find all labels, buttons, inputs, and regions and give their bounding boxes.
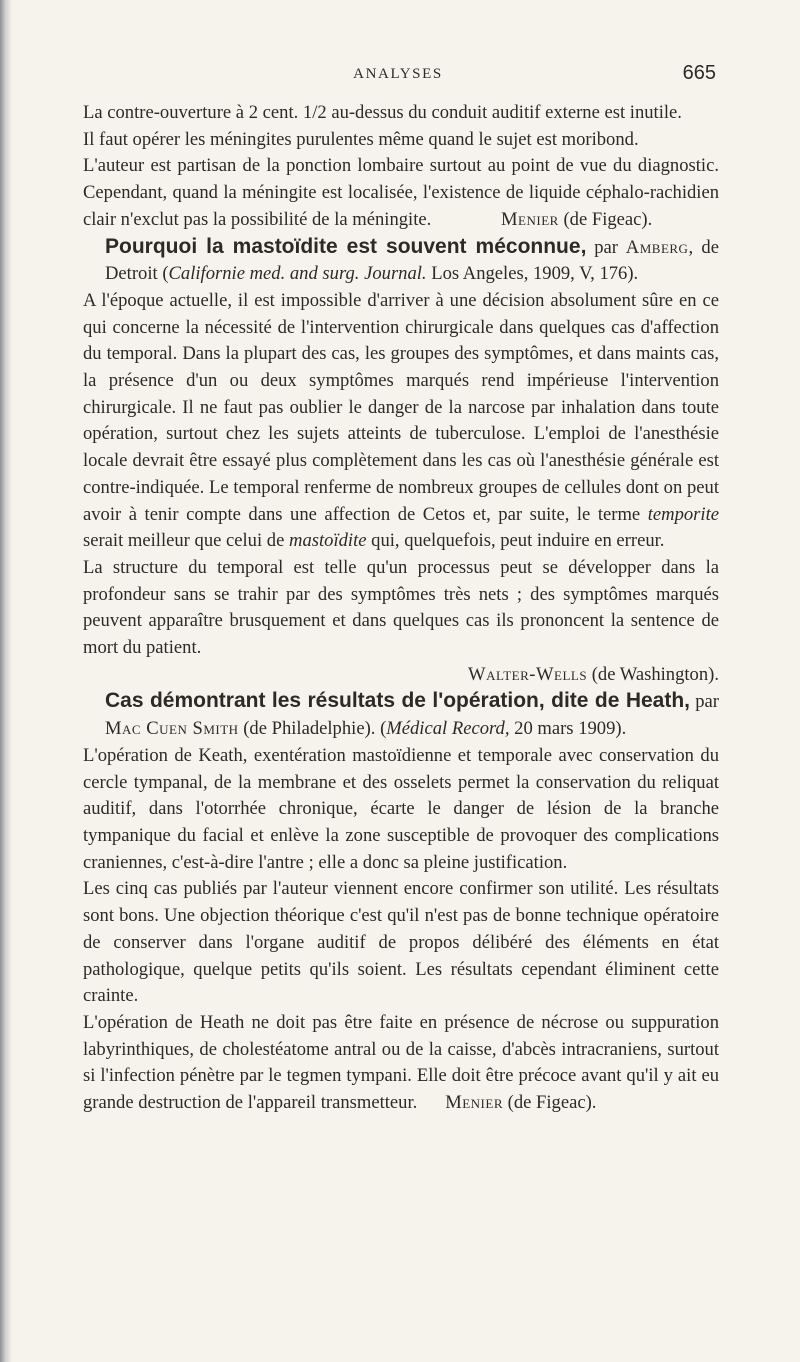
source-prefix: de Detroit ( [105,236,719,285]
article-heading [83,688,719,742]
signature-place: (de Washington). [591,663,719,685]
signature-place: (de Figeac). [563,208,653,230]
paragraph [83,1010,719,1117]
running-head-title: ANALYSES [353,66,443,82]
byline-par: par [594,236,618,258]
signature-place: (de Figeac). [507,1092,597,1114]
source-prefix: (de Philadelphie). ( [243,718,387,740]
article-title: Cas démontrant les résultats de l'opération, dite de Heath, [105,689,690,713]
paragraph: La contre-ouverture à 2 cent. 1/2 au-dessus du conduit auditif externe est inutile. [83,102,682,123]
paragraph-text: L'auteur est partisan de la ponction lombaire surtout au point de vue du diagnostic. Cependant, quand la méningite est localisée, l'existence de liquide céphalo-rachidien clair n'exclut pas la possibilité de la méningite. [83,155,719,230]
article-author: Mac Cuen Smith [105,718,239,740]
journal-name: Médical Record, [386,718,510,740]
article-body [83,100,719,1117]
italic-term: mastoïdite [289,530,367,552]
signature-name: Menier [501,208,559,230]
signature-name: Walter-Wells [468,663,588,685]
article-heading [83,234,719,288]
article-title: Pourquoi la mastoïdite est souvent méconnue, [105,234,587,258]
source-suffix: Los Angeles, 1909, V, 176). [431,263,639,285]
source-suffix: 20 mars 1909). [514,718,627,740]
paragraph: La structure du temporal est telle qu'un processus peut se développer dans la profondeur sans se trahir par des symptômes très nets ; des symptômes marqués peuvent apparaître brusquement et dans quelques cas ils prononcent la sentence de mort du patient. [83,556,719,659]
article-author: Amberg, [625,236,694,258]
paragraph: Il faut opérer les méningites purulentes même quand le sujet est moribond. [83,128,639,150]
signature [83,662,719,689]
paragraph [83,288,719,555]
byline-par: par [695,691,719,713]
paragraph-text: A l'époque actuelle, il est impossible d'arriver à une décision absolument sûre en ce qui concerne la nécessité de l'intervention chirurgicale dans quelques cas d'affection du temporal. Dans la plupart des cas, les groupes des symptômes, et dans maints cas, la présence d'un ou deux symptômes marqués rend impérieuse l'intervention chirurgicale. Il ne faut pas oublier le danger de la narcose par inhalation dans toute opération, surtout chez les sujets atteints de tuberculose. L'emploi de l'anesthésie locale devrait être essayé plus complètement dans les cas où l'anesthésie générale est contre-indiquée. Le temporal renferme de nombreux groupes de cellules dont on peut avoir à tenir compte dans une affection de Cetos et, par suite, le terme [83,289,719,525]
running-head [80,62,716,86]
paragraph: L'opération de Keath, exentération mastoïdienne et temporale avec conservation du cercle tympanal, de la membrane et des osselets permet la conservation du reliquat auditif, dans l'otorrhée chronique, écarte le danger de lésion de la branche tympanique du facial et enlève la zone susceptible de provoquer des complications craniennes, c'est-à-dire l'antre ; elle a donc sa pleine justification. [83,744,719,873]
paragraph-text: qui, quelquefois, peut induire en erreur. [371,530,665,552]
journal-name: Californie med. and surg. Journal. [168,263,427,285]
paragraph: Les cinq cas publiés par l'auteur viennent encore confirmer son utilité. Les résultats sont bons. Une objection théorique c'est qu'il n'est pas de bonne technique opératoire de conserver dans l'organe auditif de propos délibéré des éléments en état pathologique, quelque petits qu'ils soient. Les résultats cependant éliminent cette crainte. [83,878,719,1007]
signature-name: Menier [445,1092,503,1114]
italic-term: temporite [647,503,719,525]
page-number: 665 [682,62,716,84]
page-binding-shadow [0,0,12,1362]
paragraph-text: serait meilleur que celui de [83,530,285,552]
paragraph-text: L'opération de Heath ne doit pas être faite en présence de nécrose ou suppuration labyrinthiques, de cholestéatome antral ou de la caisse, d'abcès intracraniens, surtout si l'infection pénètre par le tegmen tympani. Elle doit être précoce avant qu'il y ait eu grande destruction de l'appareil transmetteur. [83,1011,719,1114]
paragraph [83,153,719,233]
